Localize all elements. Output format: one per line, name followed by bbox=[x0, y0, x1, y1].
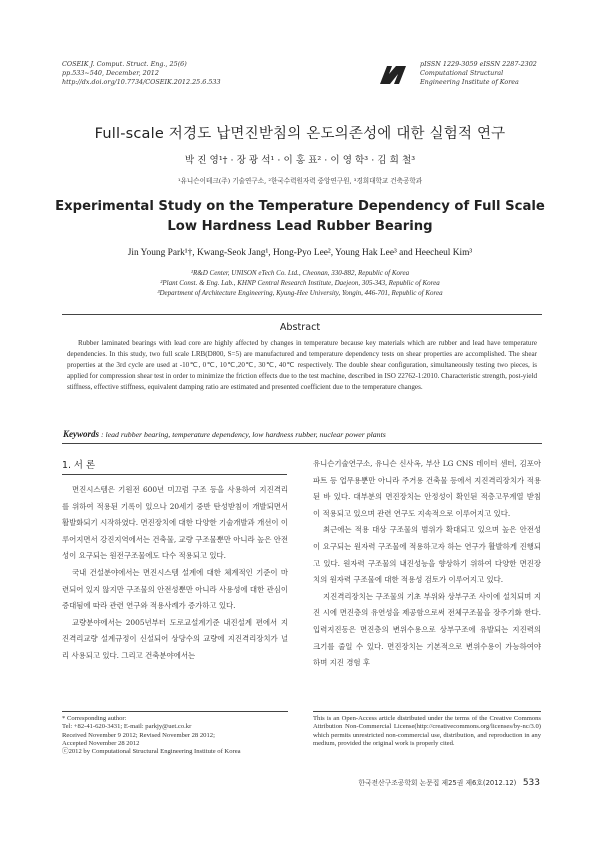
section-heading: 1. 서 론 bbox=[62, 460, 96, 471]
footnote-line: Accepted November 28 2012 bbox=[62, 739, 140, 747]
footnote-rule bbox=[62, 711, 288, 712]
keywords-list: : lead rubber bearing, temperature dependency, low hardness rubber, nuclear power plants bbox=[99, 430, 386, 439]
english-title-line: Experimental Study on the Temperature Dependency of Full Scale bbox=[55, 199, 545, 214]
footnote-line: * Corresponding author: bbox=[62, 715, 127, 722]
english-authors: Jin Young Park¹†, Kwang-Seok Jang¹, Hong-Pyo Lee², Young Hak Lee³ and Heecheul Kim³ bbox=[127, 248, 473, 258]
paragraph: 면진시스템은 기원전 600년 미끄럼 구조 등을 사용하여 지진격리를 위하여 적용된 기록이 있으나 20세기 중반 탄성받침이 개발되면서 활발화되기 시작하였다. 면진장치에 대한 다양한 기술개발과 개선이 이루어지면서 강진지역에서는 건축물, 교량 구조물뿐만 아니라 높은 안전성이 요구되는 원전구조물에도 다수 적용되고 있다. bbox=[62, 485, 288, 561]
korean-authors: 박 진 영¹† · 장 광 석¹ · 이 홍 표² · 이 영 학³ · 김 희 철³ bbox=[184, 155, 416, 166]
footnote-left bbox=[62, 715, 292, 756]
english-title-line: Low Hardness Lead Rubber Bearing bbox=[167, 219, 433, 234]
affiliation-line: ³Department of Architecture Engineering, Kyung-Hee University, Yongin, 446-701, Republic of Korea bbox=[157, 289, 443, 297]
keywords-label: Keywords bbox=[63, 429, 99, 439]
citation-line: pp.533~540, December, 2012 bbox=[62, 69, 159, 77]
issn-line: pISSN 1229-3059 eISSN 2287-2302 bbox=[420, 60, 537, 68]
abstract-text: Rubber laminated bearings with lead core are highly affected by changes in temperature because key materials which are rubber and lead have temperature dependencies. In this study, two full scale LRB(D800, S=5) are manufactured and temperature dependency tests on shear properties are accomplished. The shear properties at the 3rd cycle are used at -10℃, 0℃, 10℃,20℃, 30℃, 40℃ respectively. The double shear configuration, simultaneously testing two pieces, is applied for compression shear test in order to minimize the friction effects due to the test machine, described in ISO 22762-1:2010. Characteristic strength, post-yield stiffness, effective stiffness, equivalent damping ratio are estimated and presented coefficient due to the temperature changes. bbox=[67, 339, 537, 391]
issn-block bbox=[420, 60, 537, 87]
affiliation-line: ¹R&D Center, UNISON eTech Co. Ltd., Cheonan, 330-882, Republic of Korea bbox=[190, 269, 410, 277]
footnote-line: Tel: +82-41-620-3431; E-mail: parkjy@uet.co.kr bbox=[62, 723, 192, 731]
doi-link[interactable]: http://dx.doi.org/10.7734/COSEIK.2012.25.6.533 bbox=[62, 78, 221, 86]
footnote-rule bbox=[313, 711, 541, 712]
divider bbox=[62, 314, 542, 315]
paragraph: 최근에는 적용 대상 구조물의 범위가 확대되고 있으며 높은 안전성이 요구되는 원자력 구조물에 적용하고자 하는 연구가 활발하게 진행되고 있다. 원자력 구조물의 내진성능을 향상하기 위하여 다양한 면진장치의 원자력 구조물에 대한 적용성 검토가 이루어지고 있다. bbox=[313, 525, 541, 585]
korean-title: Full-scale 저경도 납면진받침의 온도의존성에 대한 실험적 연구 bbox=[94, 126, 506, 142]
journal-citation bbox=[62, 60, 221, 87]
left-column bbox=[62, 482, 288, 665]
journal-logo-icon bbox=[380, 66, 406, 84]
abstract-heading: Abstract bbox=[279, 322, 321, 333]
paragraph: 지진격리장치는 구조물의 기초 부위와 상부구조 사이에 설치되며 지진 시에 면진층의 유연성을 제공함으로써 전체구조물을 장주기화 한다. 입력지진동은 면진층의 변위수용으로 상부구조에 유발되는 지진력의 크기를 줄일 수 있다. 면진장치는 기본적으로 변위수용이 가능하여야 하며 지진 경험 후 bbox=[313, 591, 541, 668]
journal-footer: 한국전산구조공학회 논문집 제25권 제6호(2012.12) bbox=[358, 779, 517, 787]
footnote-line: ⓒ2012 by Computational Structural Engineering Institute of Korea bbox=[62, 748, 241, 756]
paragraph: 교량분야에서는 2005년부터 도로교설계기준 내진설계 편에서 지진격리교량 설계규정이 신설되어 상당수의 교량에 지진격리장치가 널리 사용되고 있다. 그리고 건축분야에서는 bbox=[62, 617, 288, 660]
page-number: 533 bbox=[522, 778, 540, 788]
affiliation-line: ²Plant Const. & Eng. Lab., KHNP Central Research Institute, Daejeon, 305-343, Republic of Korea bbox=[160, 279, 440, 287]
english-title bbox=[0, 197, 600, 237]
divider bbox=[62, 443, 542, 444]
section-rule bbox=[62, 474, 287, 475]
publisher-line: Computational Structural bbox=[420, 69, 504, 77]
citation-line: COSEIK J. Comput. Struct. Eng., 25(6) bbox=[62, 60, 187, 68]
korean-affiliations: ¹유니슨이테크(주) 기술연구소, ²한국수력원자력 중앙연구원, ³경희대학교 건축공학과 bbox=[177, 177, 423, 185]
paragraph: 유니슨기술연구소, 유니슨 신사옥, 부산 LG CNS 데이터 센터, 김포아파트 등 업무용뿐만 아니라 주거용 건축물 등에서 지진격리장치가 적용된 바 있다. 대부분의 면진장치는 안정성이 확인된 적층고무계열 받침이 적용되고 있으며 관련 연구도 지속적으로 이루어지고 있다. bbox=[313, 459, 541, 518]
paragraph: 국내 건설분야에서는 면진시스템 설계에 대한 체계적인 기준이 마련되어 있지 않지만 구조물의 안전성뿐만 아니라 사용성에 대한 관심이 증대됨에 따라 관련 연구와 적용사례가 증가하고 있다. bbox=[62, 567, 288, 611]
page-footer bbox=[300, 777, 540, 788]
english-affiliations bbox=[0, 268, 600, 298]
right-column bbox=[313, 456, 541, 672]
keywords bbox=[63, 429, 543, 439]
license-note: This is an Open-Access article distributed under the terms of the Creative Commons Attribution Non-Commercial License(http://creativecommons.org/licenses/by-nc/3.0) which permits unrestricted non-commercial use, distribution, and reproduction in any medium, provided the original work is properly cited. bbox=[313, 715, 541, 747]
footnote-line: Received November 9 2012; Revised November 28 2012; bbox=[62, 731, 215, 739]
publisher-line: Engineering Institute of Korea bbox=[420, 78, 519, 86]
